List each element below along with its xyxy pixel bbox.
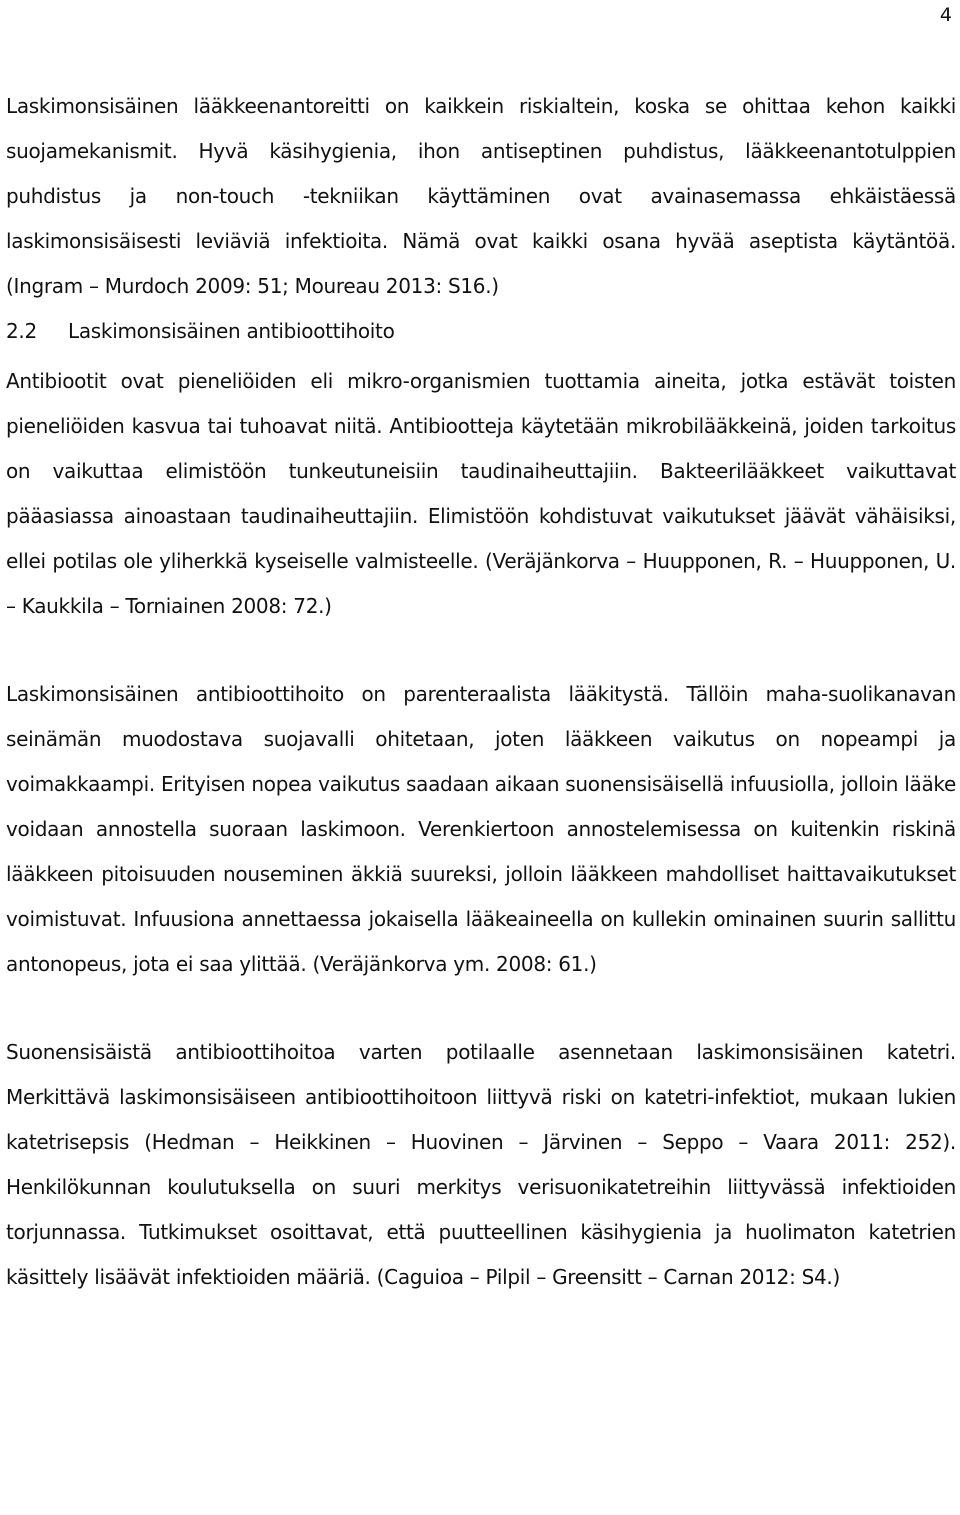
section-heading — [6, 309, 956, 354]
section-number: 2.2 — [6, 319, 37, 343]
page-number: 4 — [939, 4, 952, 26]
paragraph-intravenous-risk: Laskimonsisäinen lääkkeenantoreitti on kaikkein riskialtein, koska se ohittaa kehon kaikki suojamekanismit. Hyvä käsihygienia, ihon antiseptinen puhdistus, lääkkeenantotulppien puhdistus ja non-touch -tekniikan käyttäminen ovat avainasemassa ehkäistäessä laskimonsisäisesti leviäviä infektioita. Nämä ovat kaikki osana hyvää aseptista käytäntöä. (Ingram – Murdoch 2009: 51; Moureau 2013: S16.) — [6, 94, 956, 298]
document-body — [6, 84, 956, 1300]
paragraph-catheter-infections: Suonensisäistä antibioottihoitoa varten potilaalle asennetaan laskimonsisäinen katetri. Merkittävä laskimonsisäiseen antibioottihoitoon liittyvä riski on katetri-infektiot, mukaan lukien katetrisepsis (Hedman – Heikkinen – Huovinen – Järvinen – Seppo – Vaara 2011: 252). Henkilökunnan koulutuksella on suuri merkitys verisuonikatetreihin liittyvässä infektioiden torjunnassa. Tutkimukset osoittavat, että puutteellinen käsihygienia ja huolimaton katetrien käsittely lisäävät infektioiden määriä. (Caguioa – Pilpil – Greensitt – Carnan 2012: S4.) — [6, 1040, 956, 1289]
paragraph-antibiotics-definition: Antibiootit ovat pieneliöiden eli mikro-organismien tuottamia aineita, jotka estävät toisten pieneliöiden kasvua tai tuhoavat niitä. Antibiootteja käytetään mikrobilääkkeinä, joiden tarkoitus on vaikuttaa elimistöön tunkeutuneisiin taudinaiheuttajiin. Bakteerilääkkeet vaikuttavat pääasiassa ainoastaan taudinaiheuttajiin. Elimistöön kohdistuvat vaikutukset jäävät vähäisiksi, ellei potilas ole yliherkkä kyseiselle valmisteelle. (Veräjänkorva – Huupponen, R. – Huupponen, U. – Kaukkila – Torniainen 2008: 72.) — [6, 369, 956, 618]
paragraph-parenteral-administration: Laskimonsisäinen antibioottihoito on parenteraalista lääkitystä. Tällöin maha-suolikanavan seinämän muodostava suojavalli ohitetaan, joten lääkkeen vaikutus on nopeampi ja voimakkaampi. Erityisen nopea vaikutus saadaan aikaan suonensisäisellä infuusiolla, jolloin lääke voidaan annostella suoraan laskimoon. Verenkiertoon annostelemisessa on kuitenkin riskinä lääkkeen pitoisuuden nouseminen äkkiä suureksi, jolloin lääkkeen mahdolliset haittavaikutukset voimistuvat. Infuusiona annettaessa jokaisella lääkeaineella on kullekin ominainen suurin sallittu antonopeus, jota ei saa ylittää. (Veräjänkorva ym. 2008: 61.) — [6, 682, 956, 976]
section-title: Laskimonsisäinen antibioottihoito — [68, 319, 395, 343]
